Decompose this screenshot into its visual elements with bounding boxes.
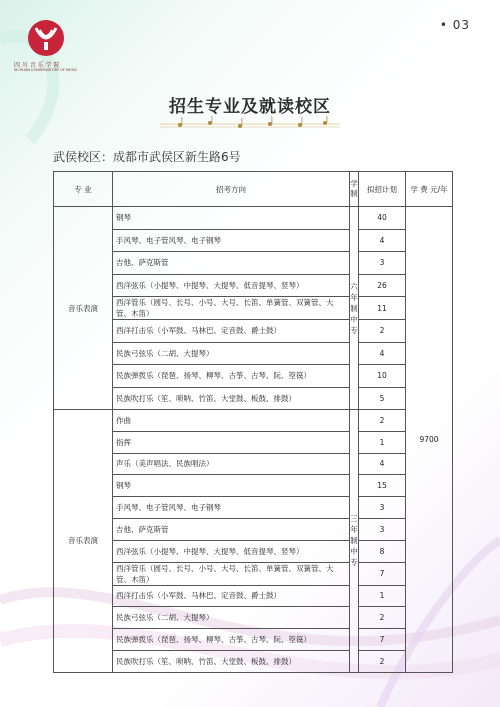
header-length: 学制 [350,172,359,207]
direction-cell: 民族弓弦乐（二胡、大提琴） [113,607,350,629]
table-row [54,365,453,388]
school-name-english: SICHUAN CONSERVATORY OF MUSIC [14,68,78,72]
plan-cell: 8 [359,540,406,562]
direction-cell: 吉他、萨克斯管 [113,518,350,540]
table-row [54,410,453,432]
table-row [54,320,453,343]
header-major: 专 业 [54,172,113,207]
major-cell: 音乐表演 [54,410,113,673]
plan-cell: 5 [359,387,406,410]
direction-cell: 西洋打击乐（小军鼓、马林巴、定音鼓、爵士鼓） [113,585,350,607]
table-row [54,585,453,607]
direction-cell: 西洋管乐（圆号、长号、小号、大号、长笛、单簧管、双簧管、大管、木笛） [113,297,350,320]
table-row [54,650,453,672]
plan-cell: 2 [359,410,406,432]
table-row [54,387,453,410]
plan-cell: 26 [359,274,406,297]
table-row [54,342,453,365]
table-row [54,518,453,540]
table-row [54,497,453,519]
plan-cell: 3 [359,497,406,519]
plan-cell: 3 [359,252,406,275]
table-row [54,229,453,252]
table-row [54,475,453,497]
direction-cell: 民族弹拨乐（琵琶、扬琴、柳琴、古筝、古琴、阮、箜篌） [113,365,350,388]
length-cell: 三年制中专 [350,410,359,673]
table-row [54,297,453,320]
major-cell: 音乐表演 [54,207,113,410]
table-row [54,540,453,562]
plan-cell: 4 [359,229,406,252]
table-row [54,562,453,585]
table-row [54,607,453,629]
direction-cell: 声乐（美声唱法、民族唱法） [113,453,350,475]
header-direction: 招考方向 [113,172,350,207]
direction-cell: 手风琴、电子管风琴、电子钢琴 [113,229,350,252]
admissions-table [53,171,453,673]
plan-cell: 1 [359,431,406,453]
plan-cell: 15 [359,475,406,497]
direction-cell: 民族弓弦乐（二胡、大提琴） [113,342,350,365]
plan-cell: 2 [359,650,406,672]
plan-cell: 11 [359,297,406,320]
table-row [54,207,453,230]
plan-cell: 10 [359,365,406,388]
length-cell: 六年制中专 [350,207,359,410]
table-row [54,629,453,651]
music-notes-decoration-icon [160,116,340,130]
fee-cell: 9700 [406,207,453,673]
plan-cell: 40 [359,207,406,230]
plan-cell: 4 [359,453,406,475]
direction-cell: 民族弹拨乐（琵琶、扬琴、柳琴、古筝、古琴、阮、箜篌） [113,629,350,651]
plan-cell: 1 [359,585,406,607]
direction-cell: 民族吹打乐（笙、唢呐、竹笛、大堂鼓、板鼓、排鼓） [113,387,350,410]
school-logo-icon [22,18,70,58]
direction-cell: 作曲 [113,410,350,432]
table-row [54,274,453,297]
table-row [54,431,453,453]
direction-cell: 吉他、萨克斯管 [113,252,350,275]
campus-address: 武侯校区：成都市武侯区新生路6号 [53,150,241,164]
plan-cell: 4 [359,342,406,365]
direction-cell: 钢琴 [113,475,350,497]
table-row [54,252,453,275]
direction-cell: 西洋弦乐（小提琴、中提琴、大提琴、低音提琴、竖琴） [113,274,350,297]
plan-cell: 7 [359,629,406,651]
header-plan: 拟招计划 [359,172,406,207]
direction-cell: 指挥 [113,431,350,453]
page-title: 招生专业及就读校区 [169,97,331,117]
page-number: • 03 [439,18,470,32]
school-name-text: 四 川 音 乐 学 院 [14,62,60,69]
direction-cell: 西洋弦乐（小提琴、中提琴、大提琴、低音提琴、竖琴） [113,540,350,562]
direction-cell: 民族吹打乐（笙、唢呐、竹笛、大堂鼓、板鼓、排鼓） [113,650,350,672]
plan-cell: 7 [359,562,406,585]
table-row [54,453,453,475]
direction-cell: 西洋管乐（圆号、长号、小号、大号、长笛、单簧管、双簧管、大管、木笛） [113,562,350,585]
direction-cell: 手风琴、电子管风琴、电子钢琴 [113,497,350,519]
direction-cell: 西洋打击乐（小军鼓、马林巴、定音鼓、爵士鼓） [113,320,350,343]
header-fee: 学 费 元/年 [406,172,453,207]
plan-cell: 3 [359,518,406,540]
plan-cell: 2 [359,320,406,343]
direction-cell: 钢琴 [113,207,350,230]
plan-cell: 2 [359,607,406,629]
